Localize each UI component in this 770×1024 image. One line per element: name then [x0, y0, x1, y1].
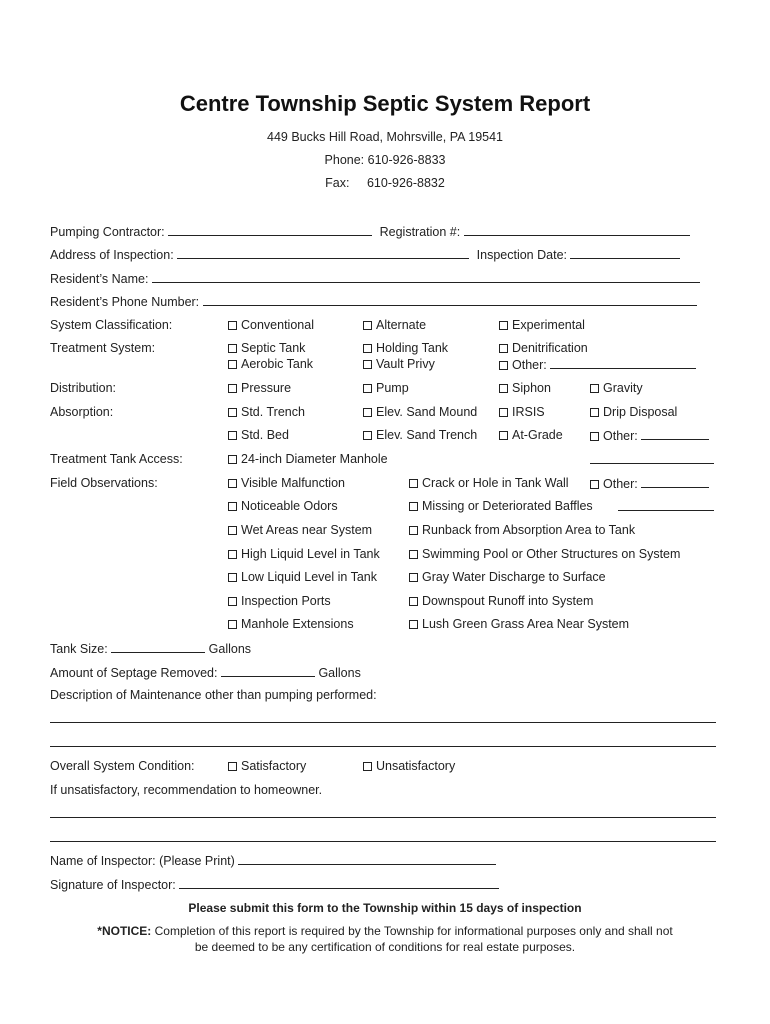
resident-name-label: Resident’s Name:: [50, 272, 149, 286]
checkbox[interactable]: [228, 384, 237, 393]
septage-removed-label: Amount of Septage Removed:: [50, 666, 218, 680]
checkbox[interactable]: [590, 432, 599, 441]
inspection-date-field[interactable]: [570, 247, 680, 259]
checkbox[interactable]: [499, 361, 508, 370]
checkbox[interactable]: [228, 597, 237, 606]
obs-gray-water[interactable]: Gray Water Discharge to Surface: [409, 570, 606, 584]
option-alternate[interactable]: Alternate: [363, 318, 426, 332]
option-holding-tank[interactable]: Holding Tank: [363, 341, 448, 355]
inspector-name-field[interactable]: [238, 853, 496, 865]
condition-label: Overall System Condition:: [50, 759, 195, 773]
recommendation-label: If unsatisfactory, recommendation to homeowner.: [50, 783, 323, 797]
township-fax: [0, 176, 770, 190]
checkbox[interactable]: [409, 550, 418, 559]
tank-access-extra-field[interactable]: [590, 452, 714, 467]
checkbox[interactable]: [363, 431, 372, 440]
option-treatment-other[interactable]: Other:: [499, 357, 696, 372]
obs-missing-baffles[interactable]: Missing or Deteriorated Baffles: [409, 499, 593, 513]
fax-label: Fax:: [325, 176, 350, 190]
option-unsatisfactory[interactable]: Unsatisfactory: [363, 759, 455, 773]
tank-size-row: [50, 641, 251, 656]
obs-wet-areas[interactable]: Wet Areas near System: [228, 523, 372, 537]
treatment-label: Treatment System:: [50, 341, 156, 355]
obs-inspection-ports[interactable]: Inspection Ports: [228, 594, 331, 608]
notice-text-1: Completion of this report is required by the Township for informational purposes only and shall not: [154, 924, 673, 938]
resident-name-field[interactable]: [152, 271, 700, 283]
inspector-signature-row: [50, 877, 499, 892]
tank-size-field[interactable]: [111, 641, 205, 653]
checkbox[interactable]: [590, 384, 599, 393]
checkbox[interactable]: [409, 620, 418, 629]
classification-label: System Classification:: [50, 318, 173, 332]
registration-field[interactable]: [464, 224, 690, 236]
resident-phone-field[interactable]: [203, 294, 697, 306]
absorption-other-field[interactable]: [641, 428, 709, 440]
submit-instruction: Please submit this form to the Township within 15 days of inspection: [188, 901, 582, 915]
obs-noticeable-odors[interactable]: Noticeable Odors: [228, 499, 338, 513]
tank-access-label: Treatment Tank Access:: [50, 452, 183, 466]
option-experimental[interactable]: Experimental: [499, 318, 585, 332]
checkbox[interactable]: [363, 321, 372, 330]
obs-low-liquid[interactable]: Low Liquid Level in Tank: [228, 570, 377, 584]
option-septic-tank[interactable]: Septic Tank: [228, 341, 305, 355]
recommendation-line-1[interactable]: [50, 817, 716, 818]
tank-size-label: Tank Size:: [50, 642, 108, 656]
checkbox[interactable]: [499, 384, 508, 393]
checkbox[interactable]: [228, 762, 237, 771]
option-pump[interactable]: Pump: [363, 381, 409, 395]
checkbox[interactable]: [590, 408, 599, 417]
fax-number: 610-926-8832: [366, 176, 445, 190]
option-std-bed[interactable]: Std. Bed: [228, 428, 289, 442]
township-address: 449 Bucks Hill Road, Mohrsville, PA 19541: [267, 130, 503, 144]
obs-other[interactable]: Other:: [590, 476, 709, 491]
contractor-field[interactable]: [168, 224, 372, 236]
notice-label: *NOTICE:: [97, 924, 152, 938]
checkbox[interactable]: [228, 408, 237, 417]
checkbox[interactable]: [499, 431, 508, 440]
notice-line-1: [0, 924, 770, 938]
inspector-name-row: [50, 853, 496, 868]
checkbox[interactable]: [363, 384, 372, 393]
checkbox[interactable]: [228, 479, 237, 488]
recommendation-line-2[interactable]: [50, 841, 716, 842]
checkbox[interactable]: [499, 321, 508, 330]
checkbox[interactable]: [499, 344, 508, 353]
obs-extra-field[interactable]: [618, 499, 714, 514]
option-elev-sand-mound[interactable]: Elev. Sand Mound: [363, 405, 477, 419]
checkbox[interactable]: [363, 762, 372, 771]
inspection-date-label: Inspection Date:: [476, 248, 567, 262]
option-denitrification[interactable]: Denitrification: [499, 341, 588, 355]
checkbox[interactable]: [228, 620, 237, 629]
septage-removed-row: [50, 665, 361, 680]
checkbox[interactable]: [409, 502, 418, 511]
checkbox[interactable]: [409, 597, 418, 606]
township-phone: Phone: 610-926-8833: [324, 153, 446, 167]
obs-crack-hole[interactable]: Crack or Hole in Tank Wall: [409, 476, 569, 490]
checkbox[interactable]: [590, 480, 599, 489]
inspector-signature-field[interactable]: [179, 877, 499, 889]
registration-label: Registration #:: [379, 225, 461, 239]
obs-lush-grass[interactable]: Lush Green Grass Area Near System: [409, 617, 629, 631]
checkbox[interactable]: [228, 573, 237, 582]
maintenance-label: Description of Maintenance other than pumping performed:: [50, 688, 377, 702]
checkbox[interactable]: [499, 408, 508, 417]
checkbox[interactable]: [228, 502, 237, 511]
resident-phone-row: [50, 294, 697, 309]
obs-high-liquid[interactable]: High Liquid Level in Tank: [228, 547, 380, 561]
septage-removed-field[interactable]: [221, 665, 315, 677]
checkbox[interactable]: [409, 573, 418, 582]
tank-size-unit: Gallons: [208, 642, 252, 656]
obs-manhole-extensions[interactable]: Manhole Extensions: [228, 617, 354, 631]
checkbox[interactable]: [228, 550, 237, 559]
notice-line-2: be deemed to be any certification of conditions for real estate purposes.: [194, 940, 576, 954]
checkbox[interactable]: [228, 455, 237, 464]
option-std-trench[interactable]: Std. Trench: [228, 405, 305, 419]
checkbox[interactable]: [228, 526, 237, 535]
septage-removed-unit: Gallons: [318, 666, 361, 680]
option-absorption-other[interactable]: Other:: [590, 428, 709, 443]
checkbox[interactable]: [228, 431, 237, 440]
absorption-label: Absorption:: [50, 405, 114, 419]
checkbox[interactable]: [409, 479, 418, 488]
checkbox[interactable]: [228, 360, 237, 369]
checkbox[interactable]: [363, 408, 372, 417]
option-vault-privy[interactable]: Vault Privy: [363, 357, 435, 371]
obs-swimming-pool[interactable]: Swimming Pool or Other Structures on System: [409, 547, 680, 561]
inspector-name-label: Name of Inspector: (Please Print): [50, 854, 235, 868]
option-conventional[interactable]: Conventional: [228, 318, 314, 332]
option-manhole[interactable]: 24-inch Diameter Manhole: [228, 452, 388, 466]
checkbox[interactable]: [228, 321, 237, 330]
resident-name-row: [50, 271, 700, 286]
address-row: [50, 247, 680, 262]
checkbox[interactable]: [228, 344, 237, 353]
option-pressure[interactable]: Pressure: [228, 381, 291, 395]
contractor-label: Pumping Contractor:: [50, 225, 165, 239]
obs-downspout[interactable]: Downspout Runoff into System: [409, 594, 593, 608]
address-label: Address of Inspection:: [50, 248, 174, 262]
distribution-label: Distribution:: [50, 381, 116, 395]
obs-other-field[interactable]: [641, 476, 709, 488]
option-aerobic-tank[interactable]: Aerobic Tank: [228, 357, 313, 371]
option-satisfactory[interactable]: Satisfactory: [228, 759, 306, 773]
resident-phone-label: Resident’s Phone Number:: [50, 295, 200, 309]
checkbox[interactable]: [363, 344, 372, 353]
maintenance-line-2[interactable]: [50, 746, 716, 747]
checkbox[interactable]: [363, 360, 372, 369]
field-observations-label: Field Observations:: [50, 476, 158, 490]
option-gravity[interactable]: Gravity: [590, 381, 643, 395]
option-irsis[interactable]: IRSIS: [499, 405, 545, 419]
contractor-row: [50, 224, 690, 239]
address-field[interactable]: [177, 247, 469, 259]
treatment-other-field[interactable]: [550, 357, 696, 369]
obs-visible-malfunction[interactable]: Visible Malfunction: [228, 476, 345, 490]
obs-runback[interactable]: Runback from Absorption Area to Tank: [409, 523, 635, 537]
option-at-grade[interactable]: At-Grade: [499, 428, 563, 442]
maintenance-line-1[interactable]: [50, 722, 716, 723]
checkbox[interactable]: [409, 526, 418, 535]
option-elev-sand-trench[interactable]: Elev. Sand Trench: [363, 428, 477, 442]
option-siphon[interactable]: Siphon: [499, 381, 551, 395]
inspector-signature-label: Signature of Inspector:: [50, 878, 176, 892]
page-title: Centre Township Septic System Report: [179, 91, 591, 116]
option-drip-disposal[interactable]: Drip Disposal: [590, 405, 677, 419]
